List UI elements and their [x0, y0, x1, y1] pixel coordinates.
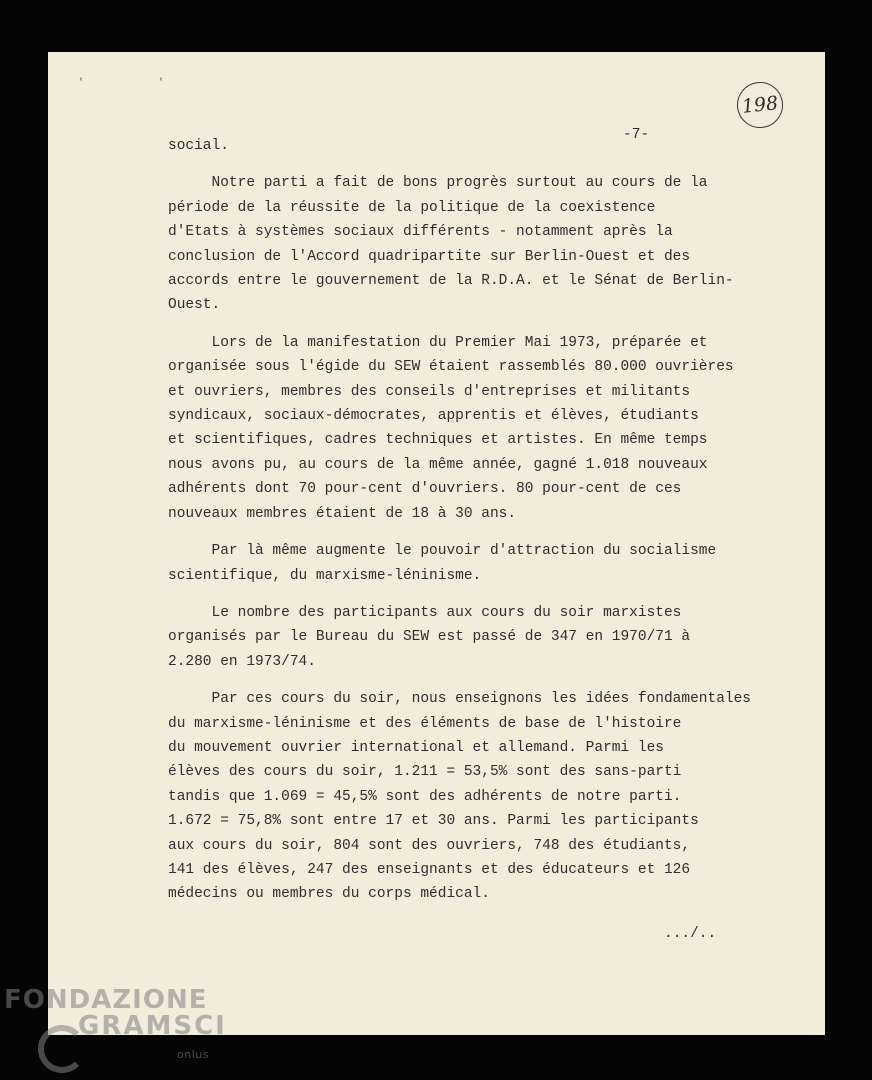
paragraph-gap	[168, 158, 788, 171]
corner-marks: ' '	[78, 78, 199, 89]
text-line: Ouest.	[168, 297, 221, 314]
text-line: nouveaux membres étaient de 18 à 30 ans.	[168, 505, 517, 522]
text-line: organisés par le Bureau du SEW est passé de 347 en 1970/71 à	[168, 629, 691, 646]
text-line: du mouvement ouvrier international et allemand. Parmi les	[168, 739, 664, 756]
text-line: accords entre le gouvernement de la R.D.A. et le Sénat de Berlin-	[168, 273, 734, 290]
text-line: conclusion de l'Accord quadripartite sur Berlin-Ouest et des	[168, 248, 691, 265]
text-line: 1.672 = 75,8% sont entre 17 et 30 ans. Parmi les participants	[168, 813, 699, 830]
text-line: syndicaux, sociaux-démocrates, apprentis et élèves, étudiants	[168, 408, 699, 425]
text-line: 2.280 en 1973/74.	[168, 653, 316, 670]
text-line: et ouvriers, membres des conseils d'entreprises et militants	[168, 383, 691, 400]
paragraph	[168, 134, 788, 158]
watermark-line-3: onlus	[177, 1048, 209, 1061]
continuation-mark: .../..	[664, 926, 717, 942]
paragraph	[168, 601, 788, 674]
text-line: Par là même augmente le pouvoir d'attraction du socialisme	[168, 543, 717, 560]
watermark-line-2: GRAMSCI	[78, 1011, 227, 1041]
text-line: du marxisme-léninisme et des éléments de base de l'histoire	[168, 715, 682, 732]
archive-number-stamp: 198	[735, 80, 786, 131]
document-body	[168, 134, 788, 907]
text-line: d'Etats à systèmes sociaux différents - notamment après la	[168, 224, 673, 241]
text-line: scientifique, du marxisme-léninisme.	[168, 567, 482, 584]
text-line: organisée sous l'égide du SEW étaient rassemblés 80.000 ouvrières	[168, 359, 734, 376]
fondazione-gramsci-watermark	[4, 985, 227, 1080]
text-line: Notre parti a fait de bons progrès surtout au cours de la	[168, 175, 708, 192]
text-line: et scientifiques, cadres techniques et artistes. En même temps	[168, 432, 708, 449]
text-line: nous avons pu, au cours de la même année, gagné 1.018 nouveaux	[168, 456, 708, 473]
text-line: élèves des cours du soir, 1.211 = 53,5% sont des sans-parti	[168, 764, 682, 781]
paragraph	[168, 687, 788, 907]
paragraph-gap	[168, 526, 788, 539]
page-number: -7-	[623, 127, 650, 143]
text-line: Le nombre des participants aux cours du soir marxistes	[168, 604, 682, 621]
text-line: médecins ou membres du corps médical.	[168, 886, 490, 903]
text-line: 141 des élèves, 247 des enseignants et des éducateurs et 126	[168, 861, 691, 878]
text-line: Lors de la manifestation du Premier Mai 1973, préparée et	[168, 334, 708, 351]
paragraph	[168, 331, 788, 526]
text-line: adhérents dont 70 pour-cent d'ouvriers. 80 pour-cent de ces	[168, 481, 682, 498]
document-page	[48, 52, 825, 1035]
paragraph-gap	[168, 588, 788, 601]
text-line: période de la réussite de la politique de la coexistence	[168, 199, 656, 216]
paragraph-gap	[168, 318, 788, 331]
watermark-line-1: FONDAZIONE	[4, 985, 208, 1015]
text-line: social.	[168, 138, 229, 154]
text-line: aux cours du soir, 804 sont des ouvriers, 748 des étudiants,	[168, 837, 691, 854]
text-line: Par ces cours du soir, nous enseignons les idées fondamentales	[168, 691, 751, 708]
paragraph	[168, 171, 788, 317]
text-line: tandis que 1.069 = 45,5% sont des adhérents de notre parti.	[168, 788, 682, 805]
paragraph-gap	[168, 674, 788, 687]
paragraph	[168, 539, 788, 588]
